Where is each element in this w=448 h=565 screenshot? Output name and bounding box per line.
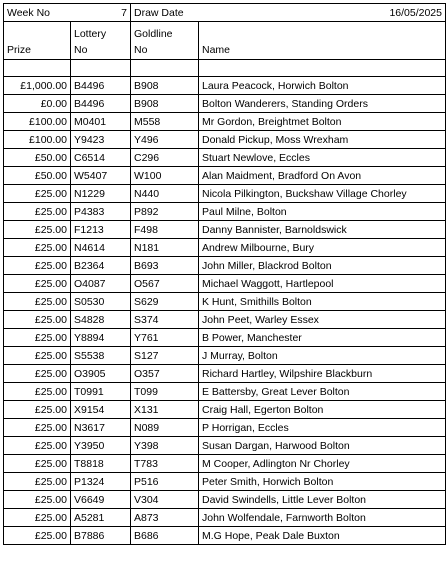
- winner-name-cell: Donald Pickup, Moss Wrexham: [199, 131, 446, 149]
- goldline-header: [131, 22, 199, 60]
- table-row: [4, 473, 446, 491]
- lottery-number-cell: P4383: [71, 203, 131, 221]
- winner-name-cell: David Swindells, Little Lever Bolton: [199, 491, 446, 509]
- prize-cell: £25.00: [4, 203, 71, 221]
- lottery-number-cell: T8818: [71, 455, 131, 473]
- table-row: [4, 131, 446, 149]
- goldline-number-cell: S374: [131, 311, 199, 329]
- goldline-number-cell: C296: [131, 149, 199, 167]
- winner-name-cell: B Power, Manchester: [199, 329, 446, 347]
- goldline-number-cell: B908: [131, 95, 199, 113]
- prize-header: [4, 22, 71, 60]
- table-row: [4, 311, 446, 329]
- winner-name-cell: Danny Bannister, Barnoldswick: [199, 221, 446, 239]
- table-row: [4, 383, 446, 401]
- lottery-number-cell: S0530: [71, 293, 131, 311]
- winner-name-cell: Craig Hall, Egerton Bolton: [199, 401, 446, 419]
- lottery-number-cell: P1324: [71, 473, 131, 491]
- winner-name-cell: Peter Smith, Horwich Bolton: [199, 473, 446, 491]
- table-row: [4, 149, 446, 167]
- lottery-number-cell: Y9423: [71, 131, 131, 149]
- goldline-number-cell: T099: [131, 383, 199, 401]
- lottery-number-cell: T0991: [71, 383, 131, 401]
- spacer-cell: [199, 60, 446, 77]
- winner-name-cell: P Horrigan, Eccles: [199, 419, 446, 437]
- goldline-number-cell: W100: [131, 167, 199, 185]
- winner-name-cell: John Peet, Warley Essex: [199, 311, 446, 329]
- prize-cell: £100.00: [4, 113, 71, 131]
- goldline-number-cell: B908: [131, 77, 199, 95]
- prize-cell: £25.00: [4, 527, 71, 545]
- table-row: [4, 185, 446, 203]
- week-value: 7: [121, 7, 127, 19]
- table-row: [4, 167, 446, 185]
- table-row: [4, 257, 446, 275]
- table-row: [4, 419, 446, 437]
- winner-name-cell: Nicola Pilkington, Buckshaw Village Chorley: [199, 185, 446, 203]
- draw-date-cell: [131, 4, 446, 22]
- prize-cell: £100.00: [4, 131, 71, 149]
- goldline-number-cell: Y398: [131, 437, 199, 455]
- lottery-number-cell: O3905: [71, 365, 131, 383]
- prize-cell: £25.00: [4, 455, 71, 473]
- goldline-number-cell: O357: [131, 365, 199, 383]
- lottery-number-cell: B4496: [71, 95, 131, 113]
- table-row: [4, 203, 446, 221]
- column-header-row: [4, 22, 446, 60]
- goldline-number-cell: N181: [131, 239, 199, 257]
- winner-name-cell: Laura Peacock, Horwich Bolton: [199, 77, 446, 95]
- prize-cell: £25.00: [4, 473, 71, 491]
- goldline-number-cell: B686: [131, 527, 199, 545]
- lottery-number-cell: S5538: [71, 347, 131, 365]
- goldline-number-cell: V304: [131, 491, 199, 509]
- winner-name-cell: Bolton Wanderers, Standing Orders: [199, 95, 446, 113]
- table-row: [4, 95, 446, 113]
- table-row: [4, 455, 446, 473]
- prize-cell: £0.00: [4, 95, 71, 113]
- lottery-number-cell: C6514: [71, 149, 131, 167]
- goldline-number-cell: Y761: [131, 329, 199, 347]
- lottery-number-cell: O4087: [71, 275, 131, 293]
- table-row: [4, 113, 446, 131]
- lottery-number-cell: N3617: [71, 419, 131, 437]
- spacer-cell: [131, 60, 199, 77]
- prize-cell: £25.00: [4, 239, 71, 257]
- lottery-number-cell: Y8894: [71, 329, 131, 347]
- goldline-number-cell: B693: [131, 257, 199, 275]
- results-sheet: [3, 3, 446, 545]
- lottery-header: [71, 22, 131, 60]
- week-cell: [4, 4, 131, 22]
- prize-cell: £25.00: [4, 275, 71, 293]
- winner-name-cell: Richard Hartley, Wilpshire Blackburn: [199, 365, 446, 383]
- lottery-number-cell: B2364: [71, 257, 131, 275]
- table-row: [4, 347, 446, 365]
- prize-cell: £25.00: [4, 437, 71, 455]
- table-row: [4, 221, 446, 239]
- table-row: [4, 437, 446, 455]
- lottery-number-cell: A5281: [71, 509, 131, 527]
- week-label: Week No: [7, 7, 50, 19]
- week-row: [4, 4, 446, 22]
- results-table: [3, 3, 446, 545]
- prize-cell: £25.00: [4, 293, 71, 311]
- goldline-header-line2: No: [134, 44, 148, 56]
- spacer-row: [4, 60, 446, 77]
- table-row: [4, 239, 446, 257]
- goldline-header-line1: Goldline: [134, 28, 173, 40]
- draw-date-label: Draw Date: [134, 7, 184, 19]
- goldline-number-cell: N440: [131, 185, 199, 203]
- prize-header-label: Prize: [7, 44, 31, 56]
- table-row: [4, 527, 446, 545]
- goldline-number-cell: M558: [131, 113, 199, 131]
- goldline-number-cell: P892: [131, 203, 199, 221]
- winner-name-cell: Mr Gordon, Breightmet Bolton: [199, 113, 446, 131]
- table-row: [4, 293, 446, 311]
- goldline-number-cell: N089: [131, 419, 199, 437]
- draw-date-value: 16/05/2025: [389, 7, 442, 19]
- winner-name-cell: John Wolfendale, Farnworth Bolton: [199, 509, 446, 527]
- lottery-header-line1: Lottery: [74, 28, 107, 40]
- winner-name-cell: K Hunt, Smithills Bolton: [199, 293, 446, 311]
- goldline-number-cell: F498: [131, 221, 199, 239]
- winner-name-cell: Andrew Milbourne, Bury: [199, 239, 446, 257]
- lottery-number-cell: F1213: [71, 221, 131, 239]
- winner-name-cell: Alan Maidment, Bradford On Avon: [199, 167, 446, 185]
- lottery-number-cell: V6649: [71, 491, 131, 509]
- winner-name-cell: Susan Dargan, Harwood Bolton: [199, 437, 446, 455]
- table-row: [4, 329, 446, 347]
- lottery-number-cell: B7886: [71, 527, 131, 545]
- goldline-number-cell: T783: [131, 455, 199, 473]
- goldline-number-cell: A873: [131, 509, 199, 527]
- table-row: [4, 401, 446, 419]
- winner-name-cell: Stuart Newlove, Eccles: [199, 149, 446, 167]
- winner-name-cell: Paul Milne, Bolton: [199, 203, 446, 221]
- name-header: [199, 22, 446, 60]
- prize-cell: £50.00: [4, 167, 71, 185]
- lottery-number-cell: M0401: [71, 113, 131, 131]
- winner-name-cell: M.G Hope, Peak Dale Buxton: [199, 527, 446, 545]
- prize-cell: £25.00: [4, 491, 71, 509]
- table-row: [4, 491, 446, 509]
- lottery-number-cell: W5407: [71, 167, 131, 185]
- goldline-number-cell: O567: [131, 275, 199, 293]
- prize-cell: £25.00: [4, 257, 71, 275]
- lottery-header-line2: No: [74, 44, 88, 56]
- lottery-number-cell: B4496: [71, 77, 131, 95]
- prize-cell: £25.00: [4, 347, 71, 365]
- prize-cell: £25.00: [4, 365, 71, 383]
- table-row: [4, 275, 446, 293]
- lottery-number-cell: S4828: [71, 311, 131, 329]
- table-row: [4, 509, 446, 527]
- prize-cell: £25.00: [4, 419, 71, 437]
- winner-name-cell: Michael Waggott, Hartlepool: [199, 275, 446, 293]
- goldline-number-cell: S127: [131, 347, 199, 365]
- lottery-number-cell: Y3950: [71, 437, 131, 455]
- goldline-number-cell: X131: [131, 401, 199, 419]
- prize-cell: £25.00: [4, 509, 71, 527]
- goldline-number-cell: S629: [131, 293, 199, 311]
- prize-cell: £50.00: [4, 149, 71, 167]
- prize-cell: £25.00: [4, 383, 71, 401]
- lottery-number-cell: X9154: [71, 401, 131, 419]
- table-row: [4, 365, 446, 383]
- goldline-number-cell: Y496: [131, 131, 199, 149]
- winner-name-cell: E Battersby, Great Lever Bolton: [199, 383, 446, 401]
- winner-name-cell: J Murray, Bolton: [199, 347, 446, 365]
- prize-cell: £25.00: [4, 185, 71, 203]
- table-row: [4, 77, 446, 95]
- winner-name-cell: John Miller, Blackrod Bolton: [199, 257, 446, 275]
- lottery-number-cell: N1229: [71, 185, 131, 203]
- spacer-cell: [71, 60, 131, 77]
- winner-name-cell: M Cooper, Adlington Nr Chorley: [199, 455, 446, 473]
- name-header-label: Name: [202, 44, 231, 56]
- prize-cell: £1,000.00: [4, 77, 71, 95]
- prize-cell: £25.00: [4, 329, 71, 347]
- spacer-cell: [4, 60, 71, 77]
- prize-cell: £25.00: [4, 311, 71, 329]
- goldline-number-cell: P516: [131, 473, 199, 491]
- prize-cell: £25.00: [4, 221, 71, 239]
- prize-cell: £25.00: [4, 401, 71, 419]
- lottery-number-cell: N4614: [71, 239, 131, 257]
